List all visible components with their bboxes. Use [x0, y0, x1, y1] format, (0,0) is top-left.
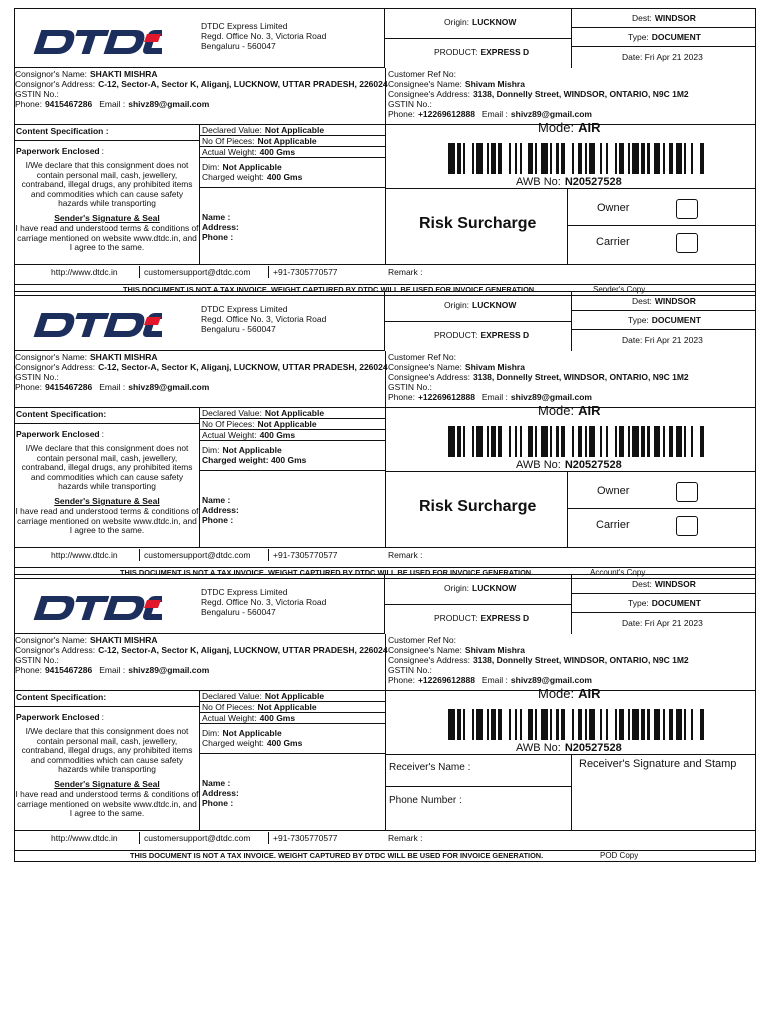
charged-weight: Charged weight: 400 Gms	[202, 455, 307, 465]
origin-value: LUCKNOW	[472, 300, 517, 310]
values-address-label: Address:	[202, 222, 239, 232]
values-hline	[199, 723, 385, 724]
carrier-checkbox[interactable]	[676, 516, 698, 536]
origin-label: Origin:	[444, 300, 470, 310]
addr-divider	[385, 351, 386, 407]
consignor-gstin: GSTIN No.:	[15, 372, 59, 382]
website-link[interactable]: http://www.dtdc.in	[51, 833, 118, 843]
tax-notice: THIS DOCUMENT IS NOT A TAX INVOICE. WEIGHT CAPTURED BY DTDC WILL BE USED FOR INVOICE GENERATION.	[123, 285, 537, 294]
type-label: Type:	[628, 598, 649, 608]
content-divider	[385, 124, 386, 264]
consignor-name	[15, 353, 158, 362]
footer-sep	[139, 832, 140, 844]
values-hline	[199, 187, 385, 188]
origin-label: Origin:	[444, 583, 470, 593]
dtdc-logo	[30, 28, 162, 56]
destination-label: Dest:	[632, 13, 652, 23]
consignor-phone	[15, 666, 209, 675]
type	[628, 33, 701, 42]
type-label: Type:	[628, 32, 649, 42]
footer-sep	[268, 832, 269, 844]
consignor-phone	[15, 383, 209, 392]
declared-value-label: Declared Value:	[202, 691, 262, 701]
mode-label: Mode:	[538, 403, 575, 418]
type-value: DOCUMENT	[651, 315, 701, 325]
charged-weight-value: 400 Gms	[266, 172, 303, 182]
paperwork-enclosed	[16, 430, 104, 439]
owner-label: Owner	[597, 485, 630, 497]
product	[434, 48, 529, 57]
consignee-phone-label: Phone:	[388, 109, 415, 119]
values-address-label: Address:	[202, 788, 239, 798]
charged-weight-value: 400 Gms	[266, 738, 303, 748]
company-name: DTDC Express Limited	[201, 304, 288, 314]
actual-weight-label: Actual Weight:	[202, 713, 257, 723]
content-divider	[385, 407, 386, 547]
product-label: PRODUCT:	[434, 47, 478, 57]
spec-hline	[14, 140, 199, 141]
header-hline	[571, 612, 756, 613]
copy-type: POD Copy	[600, 851, 639, 860]
consignee-phone	[388, 110, 592, 119]
product-label: PRODUCT:	[434, 613, 478, 623]
pieces-value: Not Applicable	[257, 136, 317, 146]
pieces	[202, 137, 317, 146]
destination-value: WINDSOR	[654, 13, 696, 23]
copy-type: Sender's Copy	[593, 285, 646, 294]
dtdc-logo	[30, 594, 162, 622]
declared-value-value: Not Applicable	[264, 125, 325, 135]
header-divider	[571, 291, 572, 351]
consignee-name	[388, 363, 525, 372]
consignee-address	[388, 656, 689, 665]
type-value: DOCUMENT	[651, 32, 701, 42]
pieces-label: No Of Pieces:	[202, 702, 255, 712]
awb-value: N20527528	[564, 176, 622, 188]
support-phone: +91-7305770577	[273, 550, 338, 560]
destination-label: Dest:	[632, 579, 652, 589]
pieces-label: No Of Pieces:	[202, 419, 255, 429]
origin-value: LUCKNOW	[472, 583, 517, 593]
dtdc-logo	[30, 311, 162, 339]
product	[434, 614, 529, 623]
risk-hline	[567, 508, 756, 509]
values-hline	[199, 753, 385, 754]
dim	[202, 163, 282, 172]
spec-hline	[14, 706, 199, 707]
declared-value	[202, 692, 324, 701]
website-link[interactable]: http://www.dtdc.in	[51, 550, 118, 560]
actual-weight	[202, 148, 295, 157]
consignor-address-value: C-12, Sector-A, Sector K, Aliganj, LUCKNOW, UTTAR PRADESH, 226024	[98, 645, 388, 655]
owner-checkbox[interactable]	[676, 199, 698, 219]
owner-checkbox[interactable]	[676, 482, 698, 502]
consignor-address	[15, 646, 388, 655]
company-name: DTDC Express Limited	[201, 587, 288, 597]
company-city: Bengaluru - 560047	[201, 607, 276, 617]
pieces-label: No Of Pieces:	[202, 136, 255, 146]
actual-weight-label: Actual Weight:	[202, 147, 257, 157]
content-divider	[199, 124, 200, 264]
consignee-name-label: Consignee's Name:	[388, 79, 462, 89]
consignor-address-label: Consignor's Address:	[15, 79, 96, 89]
consignor-name-label: Consignor's Name:	[15, 635, 88, 645]
declaration-text: I/We declare that this consignment does not contain personal mail, cash, jewellery, contraband, illegal drugs, any prohibited items and commodities which can cause safety hazards while transporting	[21, 443, 193, 492]
dim-label: Dim:	[202, 445, 220, 455]
notice-frame	[14, 850, 756, 862]
consignee-address-value: 3138, Donnelly Street, WINDSOR, ONTARIO, N9C 1M2	[472, 89, 689, 99]
risk-surcharge-title: Risk Surcharge	[419, 498, 537, 515]
values-name-label: Name :	[202, 778, 231, 788]
consignee-address-value: 3138, Donnelly Street, WINDSOR, ONTARIO, N9C 1M2	[472, 372, 689, 382]
header-hline	[385, 321, 571, 322]
consignor-address-label: Consignor's Address:	[15, 362, 96, 372]
consignee-gstin: GSTIN No.:	[388, 665, 432, 675]
product-value: EXPRESS D	[480, 330, 530, 340]
actual-weight	[202, 714, 295, 723]
consignee-email-label: Email :	[481, 675, 508, 685]
content-spec-label: Content Specification:	[16, 692, 107, 702]
origin	[444, 18, 516, 27]
consignor-phone-value: 9415467286	[44, 665, 93, 675]
consignee-name-label: Consignee's Name:	[388, 362, 462, 372]
consignee-address-label: Consignee's Address:	[388, 655, 470, 665]
consignee-gstin: GSTIN No.:	[388, 382, 432, 392]
remark-label: Remark :	[388, 550, 423, 560]
terms-text: I have read and understood terms & conditions of carriage mentioned on website www.dtdc.in, and I agree to the same.	[15, 223, 199, 253]
values-phone-label: Phone :	[202, 798, 234, 808]
header-divider	[571, 574, 572, 634]
sender-signature-label: Sender's Signature & Seal	[54, 496, 160, 506]
consignor-email: shivz89@gmail.com	[128, 665, 210, 675]
consignee-phone	[388, 676, 592, 685]
declaration-text: I/We declare that this consignment does not contain personal mail, cash, jewellery, contraband, illegal drugs, any prohibited items and commodities which can cause safety hazards while transporting	[21, 726, 193, 775]
carrier-label: Carrier	[596, 519, 630, 531]
actual-weight-value: 400 Gms	[259, 147, 296, 157]
dim-value: Not Applicable	[222, 728, 282, 738]
consignee-phone-value: +12269612888	[417, 392, 475, 402]
consignor-address-value: C-12, Sector-A, Sector K, Aliganj, LUCKNOW, UTTAR PRADESH, 226024	[98, 362, 388, 372]
pieces	[202, 420, 317, 429]
risk-divider	[567, 188, 568, 264]
sender-signature-label: Sender's Signature & Seal	[54, 213, 160, 223]
product	[434, 331, 529, 340]
consignee-address-label: Consignee's Address:	[388, 372, 470, 382]
company-office: Regd. Office No. 3, Victoria Road	[201, 31, 327, 41]
consignee-email: shivz89@gmail.com	[510, 392, 592, 402]
receiver-signature-label: Receiver's Signature and Stamp	[579, 758, 737, 770]
declared-value-value: Not Applicable	[264, 408, 325, 418]
actual-weight	[202, 431, 295, 440]
ship-date: Date: Fri Apr 21 2023	[622, 52, 703, 62]
consignor-email: shivz89@gmail.com	[128, 382, 210, 392]
consignor-phone-value: 9415467286	[44, 99, 93, 109]
tax-notice: THIS DOCUMENT IS NOT A TAX INVOICE. WEIGHT CAPTURED BY DTDC WILL BE USED FOR INVOICE GENERATION.	[120, 568, 534, 577]
actual-weight-label: Actual Weight:	[202, 430, 257, 440]
consignor-address	[15, 80, 388, 89]
consignee-gstin: GSTIN No.:	[388, 99, 432, 109]
consignee-email: shivz89@gmail.com	[510, 109, 592, 119]
risk-surcharge-title: Risk Surcharge	[419, 215, 537, 232]
consignee-name	[388, 80, 525, 89]
destination-label: Dest:	[632, 296, 652, 306]
header-hline	[571, 46, 756, 47]
pieces-value: Not Applicable	[257, 702, 317, 712]
actual-weight-value: 400 Gms	[259, 430, 296, 440]
declared-value-label: Declared Value:	[202, 408, 262, 418]
dim-value: Not Applicable	[222, 445, 282, 455]
ship-date: Date: Fri Apr 21 2023	[622, 335, 703, 345]
remark-hline	[14, 547, 756, 548]
awb-barcode	[448, 709, 706, 740]
paperwork-enclosed	[16, 713, 104, 722]
values-hline	[199, 157, 385, 158]
consignee-name-value: Shivam Mishra	[464, 362, 525, 372]
mode-value: AIR	[578, 120, 601, 135]
values-name-label: Name :	[202, 212, 231, 222]
support-email-link[interactable]: customersupport@dtdc.com	[144, 550, 251, 560]
paperwork-label: Paperwork Enclosed	[16, 429, 100, 439]
values-phone-label: Phone :	[202, 232, 234, 242]
values-phone-label: Phone :	[202, 515, 234, 525]
dim	[202, 729, 282, 738]
mode-label: Mode:	[538, 686, 575, 701]
mode	[538, 121, 601, 134]
paperwork-colon: :	[101, 712, 104, 722]
declared-value-label: Declared Value:	[202, 125, 262, 135]
receiver-name-label: Receiver's Name :	[389, 762, 471, 773]
consignor-name-label: Consignor's Name:	[15, 352, 88, 362]
header-hline	[385, 38, 571, 39]
support-email-link[interactable]: customersupport@dtdc.com	[144, 267, 251, 277]
consignor-email-label: Email :	[99, 382, 126, 392]
consignee-phone-value: +12269612888	[417, 109, 475, 119]
consignor-name-value: SHAKTI MISHRA	[90, 635, 158, 645]
sender-signature-label: Sender's Signature & Seal	[54, 779, 160, 789]
consignee-name	[388, 646, 525, 655]
consignor-gstin: GSTIN No.:	[15, 89, 59, 99]
dim-value: Not Applicable	[222, 162, 282, 172]
footer-sep	[139, 549, 140, 561]
awb-number	[516, 177, 622, 188]
pieces	[202, 703, 317, 712]
owner-label: Owner	[597, 202, 630, 214]
consignor-email-label: Email :	[99, 99, 126, 109]
consignee-phone	[388, 393, 592, 402]
company-office: Regd. Office No. 3, Victoria Road	[201, 597, 327, 607]
mode-value: AIR	[578, 403, 601, 418]
consignor-email: shivz89@gmail.com	[128, 99, 210, 109]
declared-value-value: Not Applicable	[264, 691, 325, 701]
header-hline	[571, 310, 756, 311]
declared-value	[202, 126, 324, 135]
consignee-phone-label: Phone:	[388, 392, 415, 402]
paperwork-label: Paperwork Enclosed	[16, 146, 100, 156]
consignee-phone-value: +12269612888	[417, 675, 475, 685]
consignor-address	[15, 363, 388, 372]
mode-value: AIR	[578, 686, 601, 701]
dim	[202, 446, 282, 455]
tax-notice: THIS DOCUMENT IS NOT A TAX INVOICE. WEIGHT CAPTURED BY DTDC WILL BE USED FOR INVOICE GENERATION.	[130, 851, 544, 860]
consignor-phone-value: 9415467286	[44, 382, 93, 392]
mode-hline	[385, 471, 756, 472]
type-value: DOCUMENT	[651, 598, 701, 608]
phone-number-label: Phone Number :	[389, 795, 462, 806]
footer-sep	[268, 266, 269, 278]
carrier-checkbox[interactable]	[676, 233, 698, 253]
type-label: Type:	[628, 315, 649, 325]
terms-text: I have read and understood terms & conditions of carriage mentioned on website www.dtdc.in, and I agree to the same.	[15, 789, 199, 819]
content-divider	[385, 690, 386, 830]
awb-value: N20527528	[564, 459, 622, 471]
addr-divider	[385, 634, 386, 690]
consignee-phone-label: Phone:	[388, 675, 415, 685]
mode-hline	[385, 188, 756, 189]
product-label: PRODUCT:	[434, 330, 478, 340]
support-phone: +91-7305770577	[273, 267, 338, 277]
company-city: Bengaluru - 560047	[201, 41, 276, 51]
mode-label: Mode:	[538, 120, 575, 135]
charged-weight-label: Charged weight:	[202, 172, 264, 182]
consignor-name-value: SHAKTI MISHRA	[90, 69, 158, 79]
dim-label: Dim:	[202, 162, 220, 172]
awb-label: AWB No:	[516, 176, 561, 188]
remark-label: Remark :	[388, 267, 423, 277]
dim-label: Dim:	[202, 728, 220, 738]
paperwork-enclosed	[16, 147, 104, 156]
paperwork-label: Paperwork Enclosed	[16, 712, 100, 722]
mode	[538, 687, 601, 700]
consignor-gstin: GSTIN No.:	[15, 655, 59, 665]
consignee-email-label: Email :	[481, 392, 508, 402]
origin	[444, 301, 516, 310]
awb-number	[516, 743, 622, 754]
charged-weight	[202, 173, 302, 182]
footer-sep	[268, 549, 269, 561]
consignor-phone-label: Phone:	[15, 99, 42, 109]
content-spec-label: Content Specification:	[16, 409, 107, 419]
destination	[632, 297, 696, 306]
consignee-email: shivz89@gmail.com	[510, 675, 592, 685]
declaration-text: I/We declare that this consignment does not contain personal mail, cash, jewellery, contraband, illegal drugs, any prohibited items and commodities which can cause safety hazards while transporting	[21, 160, 193, 209]
type	[628, 316, 701, 325]
consignor-name	[15, 70, 158, 79]
awb-barcode	[448, 143, 706, 174]
origin	[444, 584, 516, 593]
pieces-value: Not Applicable	[257, 419, 317, 429]
destination-value: WINDSOR	[654, 296, 696, 306]
values-address-label: Address:	[202, 505, 239, 515]
remark-hline	[14, 264, 756, 265]
content-spec-label: Content Specification :	[16, 126, 109, 136]
consignor-address-label: Consignor's Address:	[15, 645, 96, 655]
consignor-phone	[15, 100, 209, 109]
addr-divider	[385, 68, 386, 124]
content-divider	[199, 407, 200, 547]
destination	[632, 14, 696, 23]
consignor-address-value: C-12, Sector-A, Sector K, Aliganj, LUCKNOW, UTTAR PRADESH, 226024	[98, 79, 388, 89]
carrier-label: Carrier	[596, 236, 630, 248]
customer-ref: Customer Ref No:	[388, 352, 457, 362]
product-value: EXPRESS D	[480, 47, 530, 57]
spec-hline	[14, 423, 199, 424]
origin-label: Origin:	[444, 17, 470, 27]
consignee-name-label: Consignee's Name:	[388, 645, 462, 655]
pod-divider	[571, 754, 572, 830]
consignee-email-label: Email :	[481, 109, 508, 119]
remark-hline	[14, 830, 756, 831]
paperwork-colon: :	[101, 429, 104, 439]
remark-label: Remark :	[388, 833, 423, 843]
pod-hline	[385, 786, 571, 787]
awb-label: AWB No:	[516, 459, 561, 471]
company-name: DTDC Express Limited	[201, 21, 288, 31]
header-hline	[571, 329, 756, 330]
ship-date: Date: Fri Apr 21 2023	[622, 618, 703, 628]
content-divider	[199, 690, 200, 830]
awb-value: N20527528	[564, 742, 622, 754]
awb-barcode	[448, 426, 706, 457]
values-hline	[199, 470, 385, 471]
consignee-address	[388, 90, 689, 99]
paperwork-colon: :	[101, 146, 104, 156]
awb-label: AWB No:	[516, 742, 561, 754]
consignee-address	[388, 373, 689, 382]
customer-ref: Customer Ref No:	[388, 635, 457, 645]
consignor-email-label: Email :	[99, 665, 126, 675]
consignee-name-value: Shivam Mishra	[464, 645, 525, 655]
consignee-address-value: 3138, Donnelly Street, WINDSOR, ONTARIO, N9C 1M2	[472, 655, 689, 665]
mode	[538, 404, 601, 417]
copy-type: Account's Copy	[590, 568, 646, 577]
support-phone: +91-7305770577	[273, 833, 338, 843]
support-email-link[interactable]: customersupport@dtdc.com	[144, 833, 251, 843]
awb-number	[516, 460, 622, 471]
consignee-address-label: Consignee's Address:	[388, 89, 470, 99]
customer-ref: Customer Ref No:	[388, 69, 457, 79]
consignor-phone-label: Phone:	[15, 382, 42, 392]
company-city: Bengaluru - 560047	[201, 324, 276, 334]
charged-weight-label: Charged weight:	[202, 738, 264, 748]
header-hline	[571, 593, 756, 594]
website-link[interactable]: http://www.dtdc.in	[51, 267, 118, 277]
destination	[632, 580, 696, 589]
values-name-label: Name :	[202, 495, 231, 505]
destination-value: WINDSOR	[654, 579, 696, 589]
footer-sep	[139, 266, 140, 278]
company-office: Regd. Office No. 3, Victoria Road	[201, 314, 327, 324]
origin-value: LUCKNOW	[472, 17, 517, 27]
consignor-name-label: Consignor's Name:	[15, 69, 88, 79]
header-hline	[385, 604, 571, 605]
consignee-name-value: Shivam Mishra	[464, 79, 525, 89]
charged-weight	[202, 739, 302, 748]
consignor-name	[15, 636, 158, 645]
type	[628, 599, 701, 608]
header-divider	[571, 8, 572, 68]
consignor-name-value: SHAKTI MISHRA	[90, 352, 158, 362]
terms-text: I have read and understood terms & conditions of carriage mentioned on website www.dtdc.in, and I agree to the same.	[15, 506, 199, 536]
product-value: EXPRESS D	[480, 613, 530, 623]
declared-value	[202, 409, 324, 418]
actual-weight-value: 400 Gms	[259, 713, 296, 723]
header-hline	[571, 27, 756, 28]
risk-hline	[567, 225, 756, 226]
values-hline	[199, 440, 385, 441]
risk-divider	[567, 471, 568, 547]
consignor-phone-label: Phone:	[15, 665, 42, 675]
